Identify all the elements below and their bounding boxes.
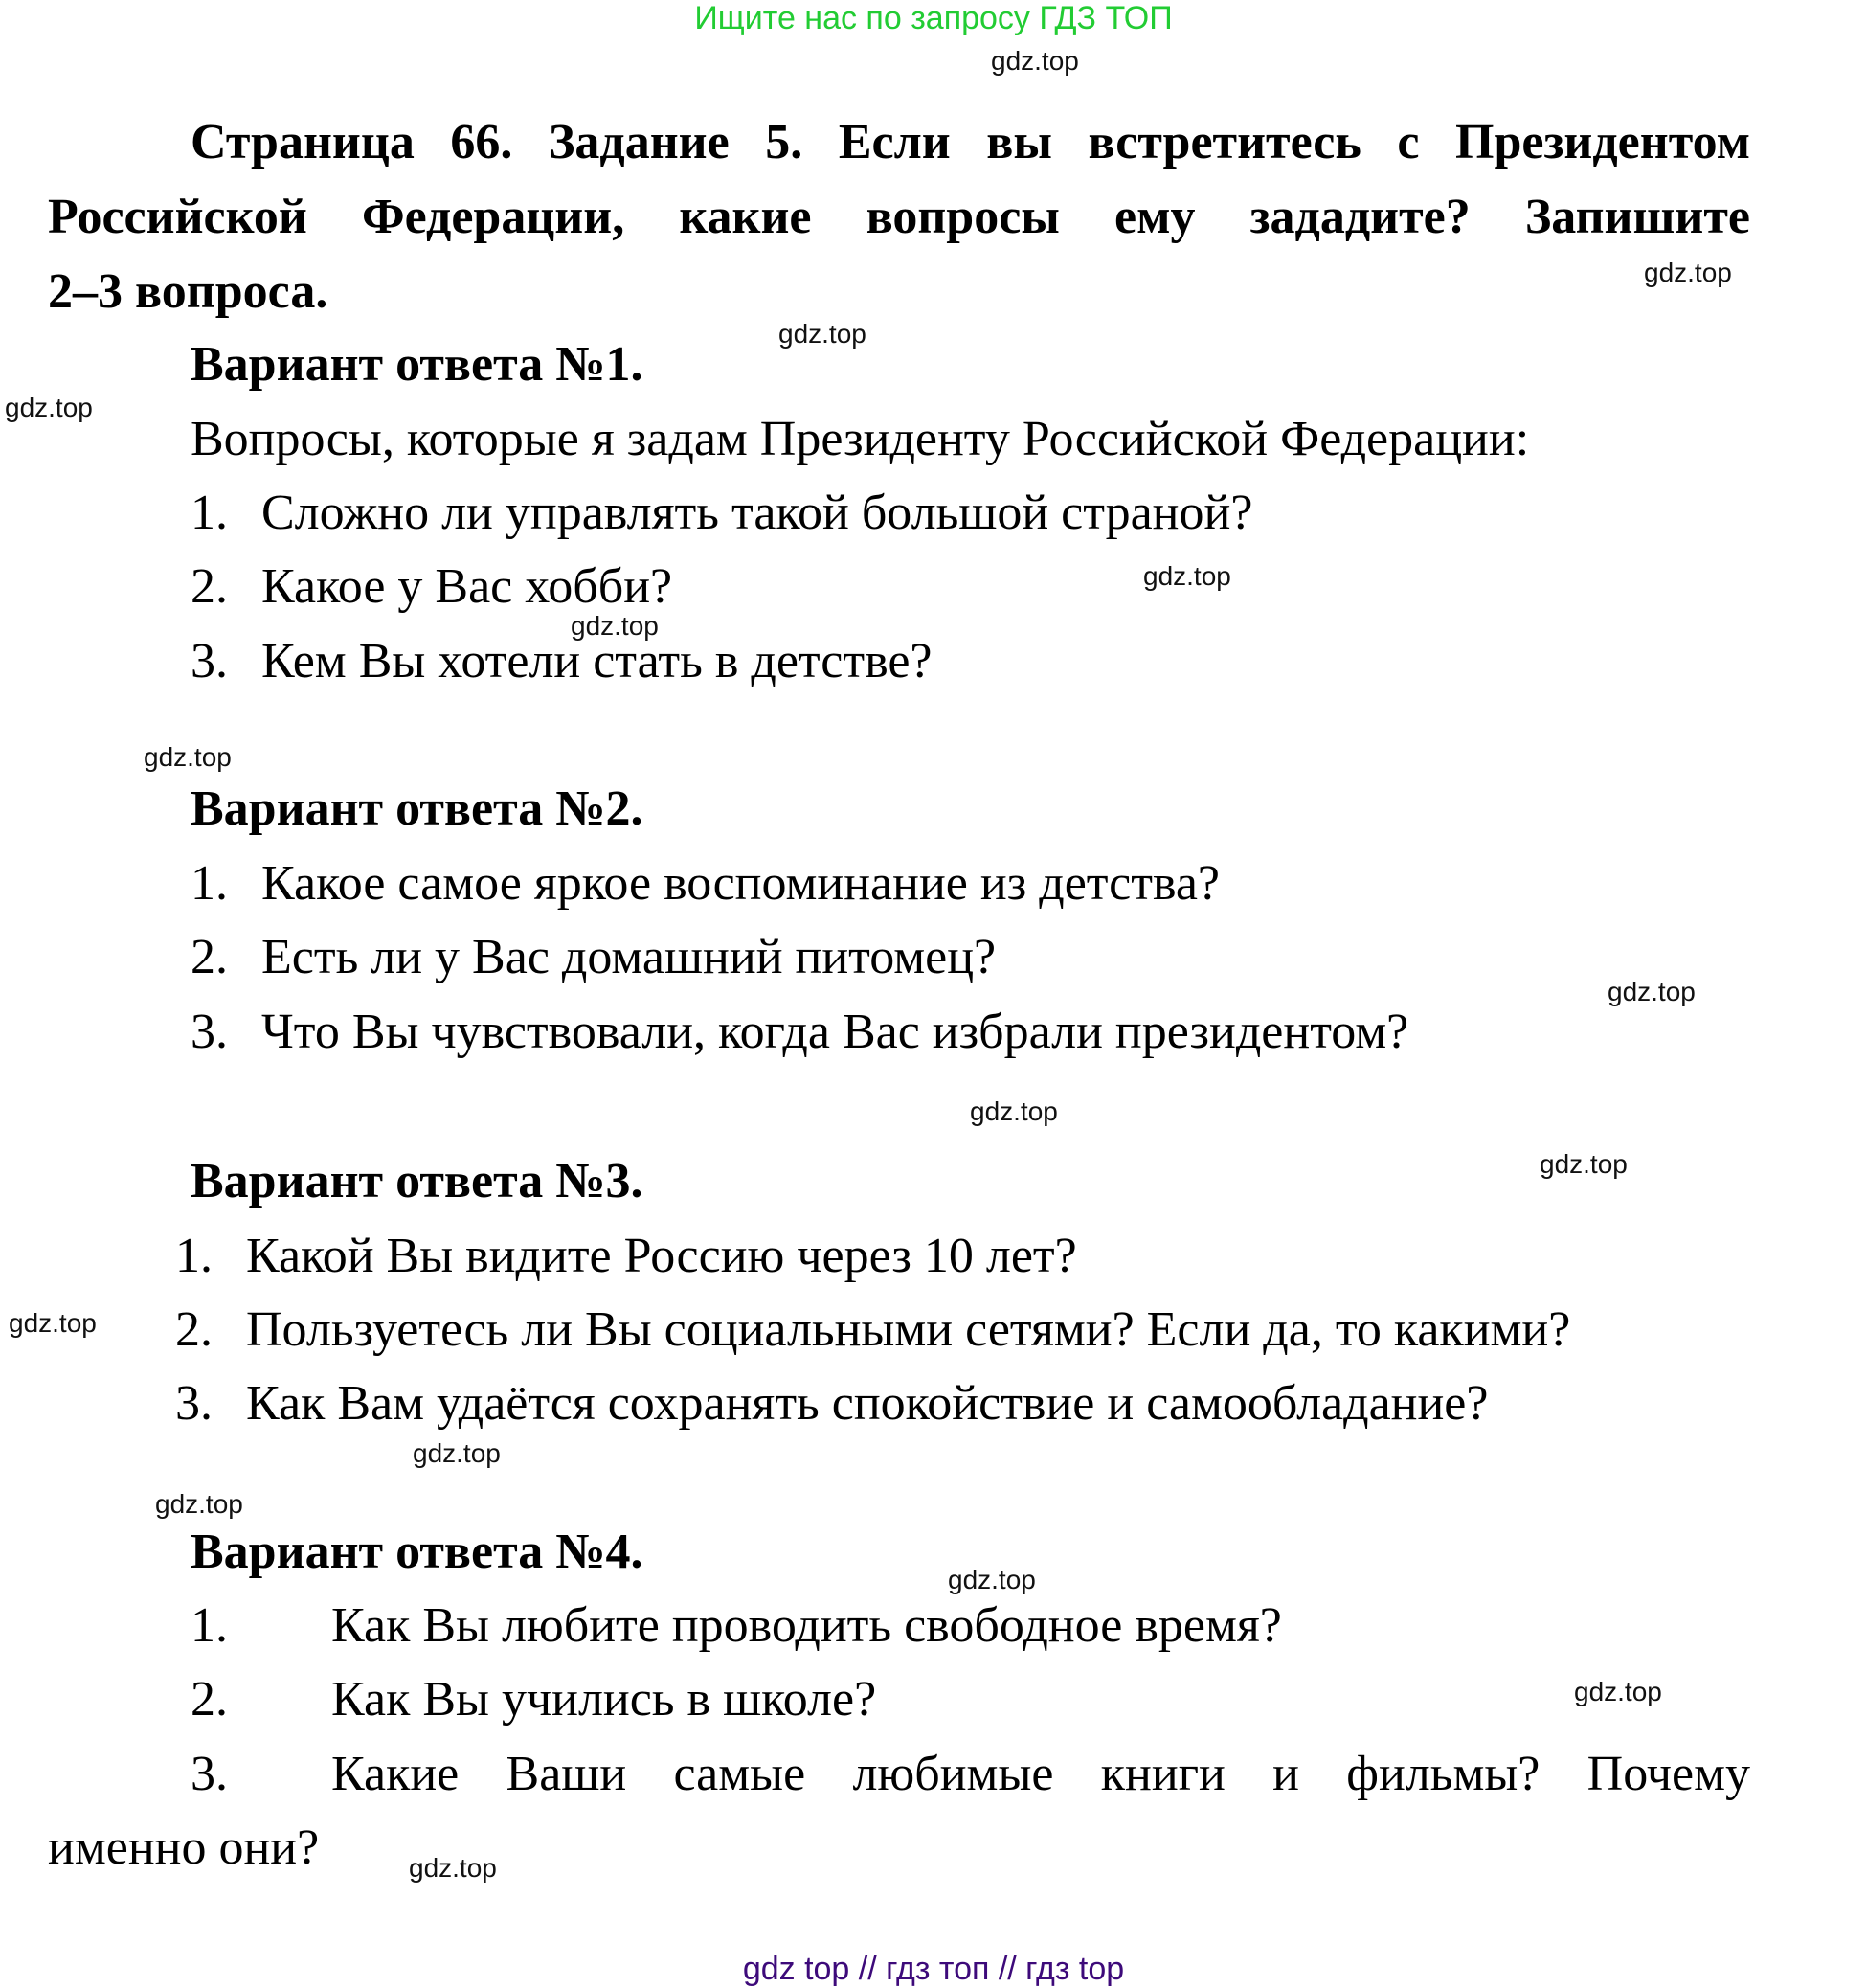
variant-title: Вариант ответа №1.	[191, 337, 643, 392]
list-item-number: 2.	[191, 1672, 228, 1727]
task-heading-line: 2–3 вопроса.	[48, 264, 328, 319]
watermark: gdz.top	[5, 393, 93, 422]
list-item: Какое самое яркое воспоминание из детства?	[261, 856, 1220, 911]
watermark: gdz.top	[144, 742, 232, 772]
list-item: Кем Вы хотели стать в детстве?	[261, 634, 933, 689]
watermark: gdz.top	[1143, 561, 1231, 591]
variant-title: Вариант ответа №4.	[191, 1525, 643, 1579]
list-item: Сложно ли управлять такой большой страной?	[261, 486, 1253, 540]
list-item: Пользуетесь ли Вы социальными сетями? Если да, то какими?	[246, 1302, 1571, 1357]
watermark: gdz.top	[409, 1853, 497, 1883]
list-item-continuation: именно они?	[48, 1820, 320, 1875]
list-item-number: 2.	[191, 559, 228, 614]
list-item-number: 1.	[191, 1598, 228, 1653]
list-item-number: 1.	[175, 1229, 213, 1283]
task-heading-line: Страница 66. Задание 5. Если вы встретитесь с Президентом	[191, 115, 1750, 169]
variant-title: Вариант ответа №3.	[191, 1154, 643, 1209]
watermark: gdz.top	[1644, 258, 1732, 287]
list-item: Есть ли у Вас домашний питомец?	[261, 930, 997, 984]
watermark: gdz.top	[9, 1308, 97, 1338]
watermark: gdz.top	[1540, 1149, 1628, 1179]
list-item: Какой Вы видите Россию через 10 лет?	[246, 1229, 1077, 1283]
list-item-number: 3.	[191, 1747, 228, 1801]
watermark: gdz.top	[948, 1565, 1036, 1594]
list-item: Как Вы учились в школе?	[331, 1672, 877, 1727]
list-item-number: 3.	[175, 1376, 213, 1431]
list-item: Как Вам удаётся сохранять спокойствие и самообладание?	[246, 1376, 1489, 1431]
variant-intro: Вопросы, которые я задам Президенту Российской Федерации:	[191, 412, 1530, 466]
watermark: gdz.top	[413, 1438, 501, 1468]
watermark: gdz.top	[1574, 1677, 1662, 1706]
watermark: gdz.top	[1608, 977, 1696, 1006]
footer-links[interactable]: gdz top // гдз топ // гдз top	[742, 1951, 1125, 1987]
task-heading-line: Российской Федерации, какие вопросы ему зададите? Запишите	[48, 190, 1750, 244]
list-item: Какие Ваши самые любимые книги и фильмы? Почему	[331, 1747, 1750, 1801]
list-item: Как Вы любите проводить свободное время?	[331, 1598, 1282, 1653]
list-item-number: 1.	[191, 856, 228, 911]
watermark: gdz.top	[155, 1489, 243, 1519]
list-item-number: 2.	[175, 1302, 213, 1357]
list-item-number: 2.	[191, 930, 228, 984]
watermark: gdz.top	[778, 319, 866, 349]
variant-title: Вариант ответа №2.	[191, 781, 643, 836]
list-item-number: 3.	[191, 634, 228, 689]
list-item: Что Вы чувствовали, когда Вас избрали президентом?	[261, 1005, 1409, 1059]
watermark: gdz.top	[970, 1096, 1058, 1126]
list-item-number: 1.	[191, 486, 228, 540]
watermark: gdz.top	[991, 46, 1079, 76]
search-banner[interactable]: Ищите нас по запросу ГДЗ ТОП	[694, 0, 1173, 36]
watermark: gdz.top	[571, 611, 659, 641]
list-item: Какое у Вас хобби?	[261, 559, 673, 614]
list-item-number: 3.	[191, 1005, 228, 1059]
